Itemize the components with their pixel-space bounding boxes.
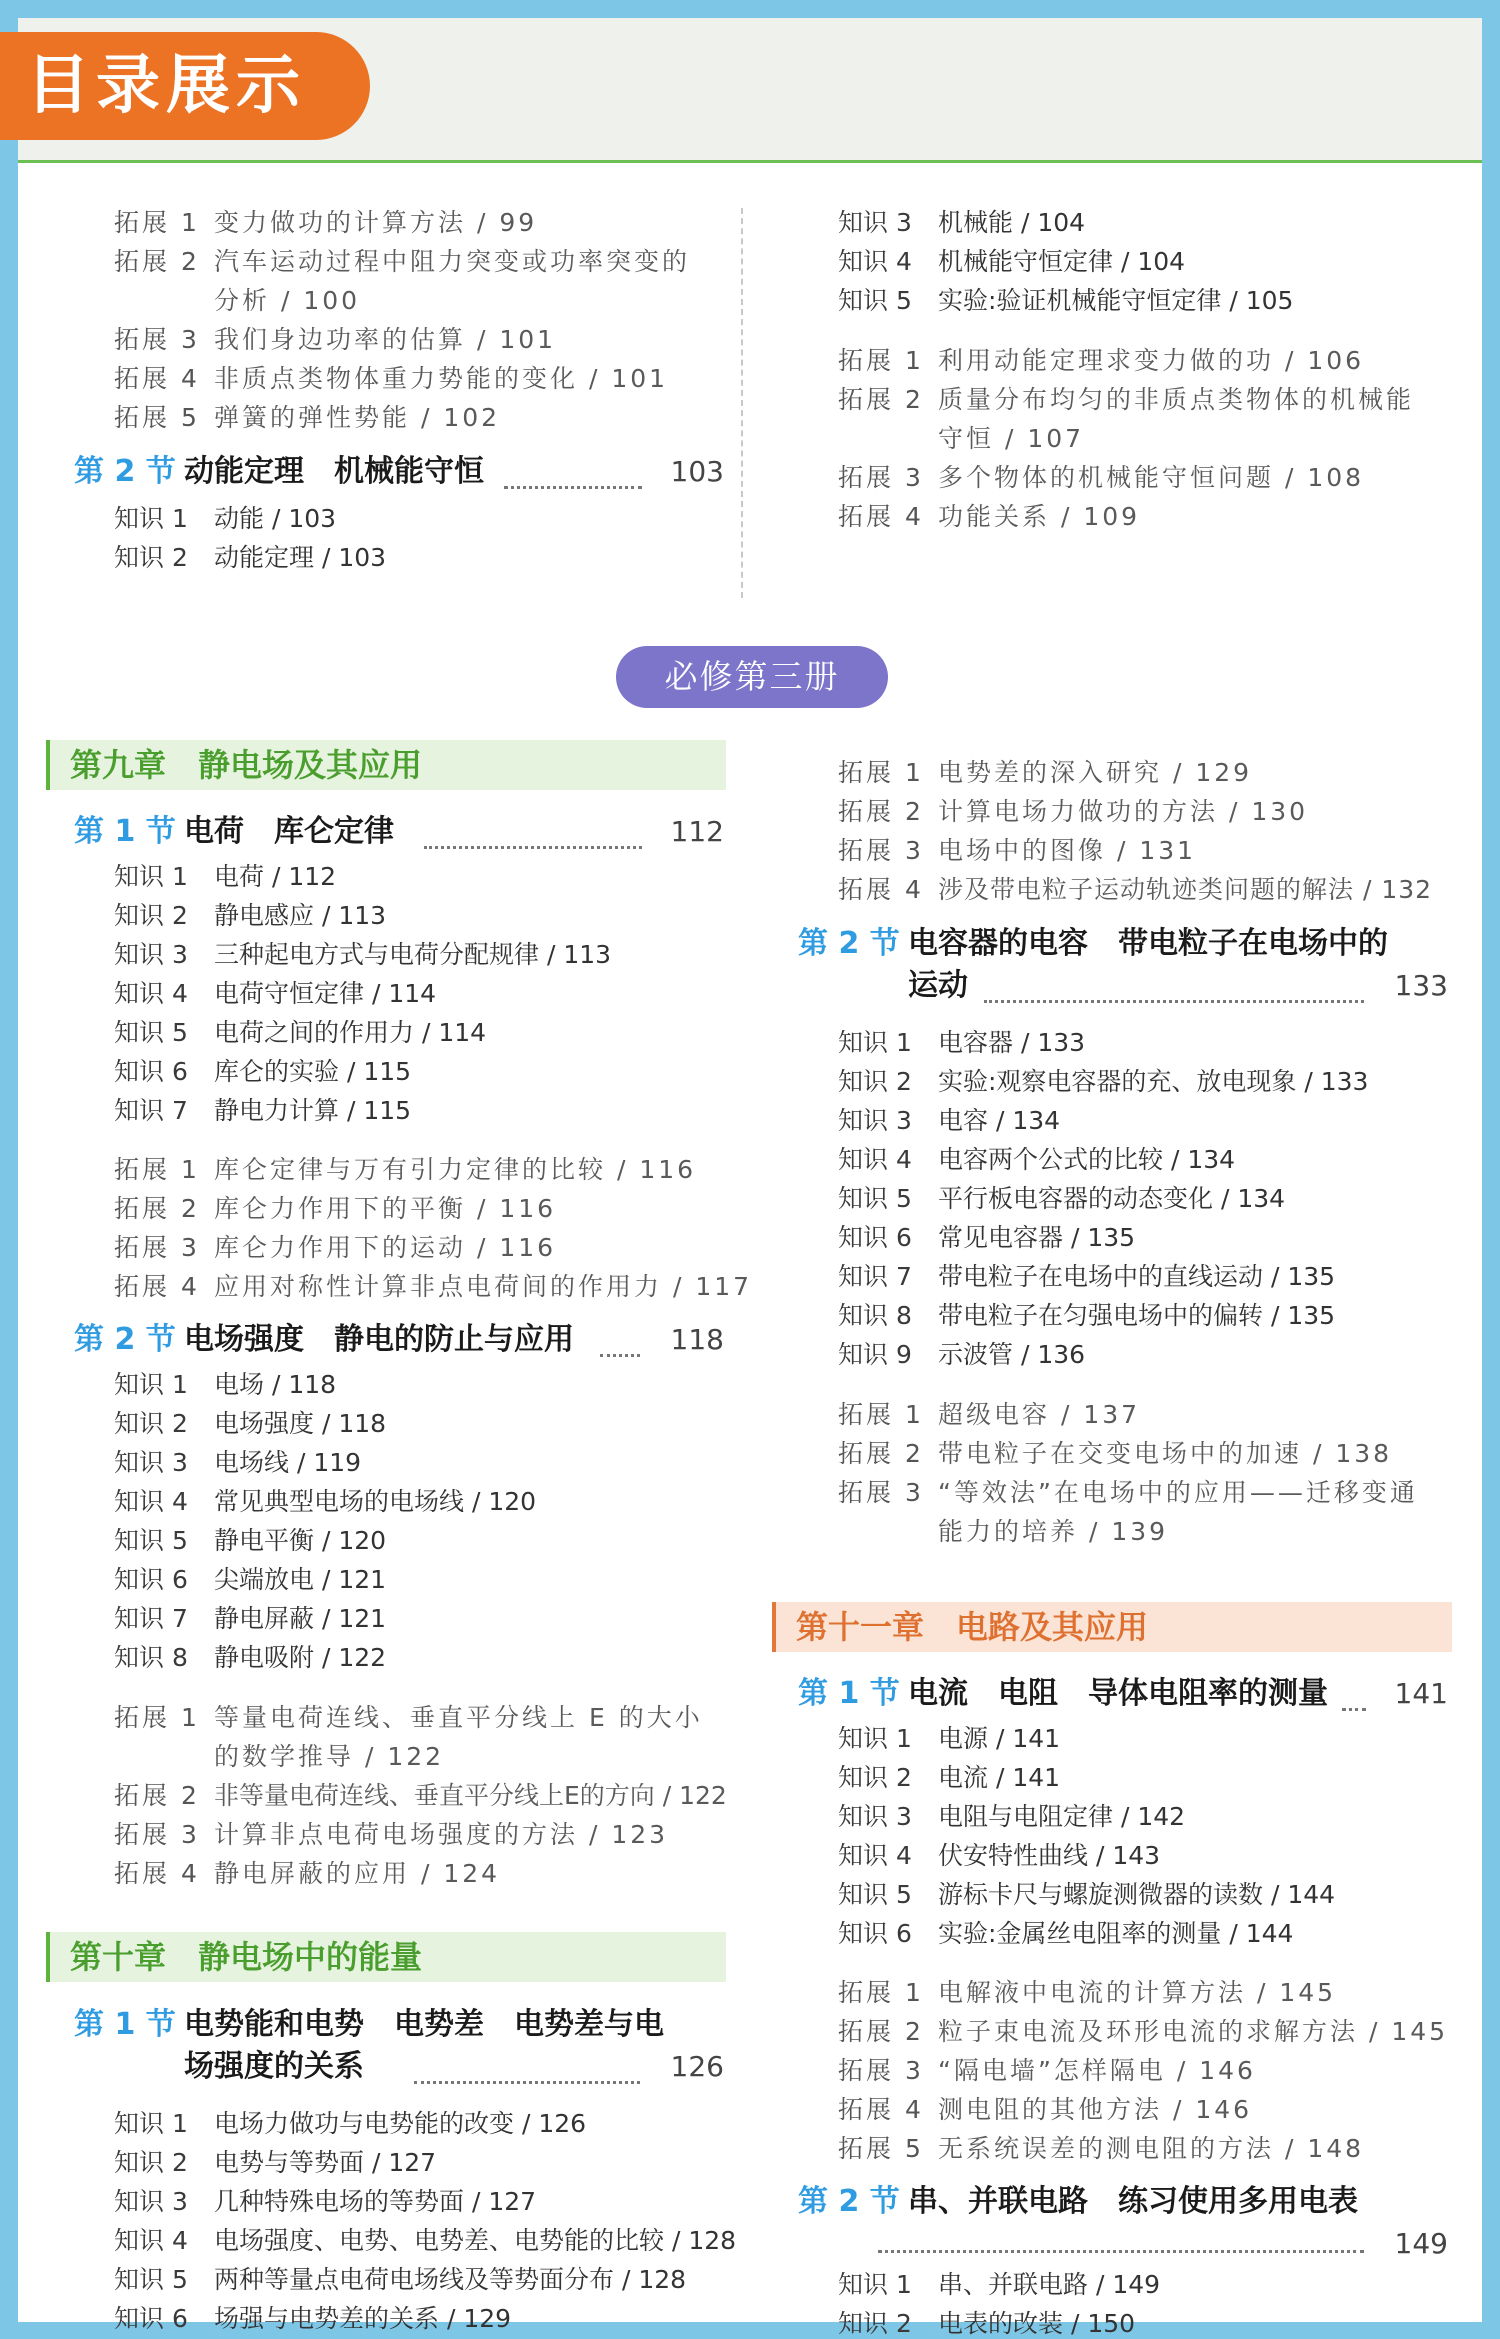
page-number: 133 [1394,969,1448,1002]
ext-item: 拓展 1 电解液中电流的计算方法 / 145 [838,1978,1337,2007]
knowledge-item: 知识 2 动能定理 / 103 [114,543,387,572]
knowledge-item: 知识 1 电源 / 141 [838,1724,1061,1753]
knowledge-item: 知识 8 带电粒子在匀强电场中的偏转 / 135 [838,1301,1336,1330]
knowledge-item: 知识 1 动能 / 103 [114,504,337,533]
knowledge-item: 知识 7 静电屏蔽 / 121 [114,1604,387,1633]
chapter-heading[interactable]: 第十一章 电路及其应用 [772,1602,1452,1652]
ext-item: 拓展 3 电场中的图像 / 131 [838,836,1197,865]
ext-item: 拓展 2 计算电场力做功的方法 / 130 [838,797,1309,826]
knowledge-item: 知识 5 两种等量点电荷电场线及等势面分布 / 128 [114,2265,687,2294]
knowledge-item: 知识 9 示波管 / 136 [838,1340,1086,1369]
knowledge-item: 知识 6 场强与电势差的关系 / 129 [114,2304,512,2333]
knowledge-item: 知识 4 电容两个公式的比较 / 134 [838,1145,1236,1174]
knowledge-item: 知识 4 机械能守恒定律 / 104 [838,247,1186,276]
section-heading[interactable]: 第 2 节 电场强度 静电的防止与应用 [74,1322,574,1357]
ext-item: 拓展 3 库仑力作用下的运动 / 116 [114,1233,557,1262]
page-number: 126 [670,2050,724,2083]
knowledge-item: 知识 6 实验:金属丝电阻率的测量 / 144 [838,1919,1294,1948]
leader-dots [504,486,642,489]
knowledge-item: 知识 5 电荷之间的作用力 / 114 [114,1018,487,1047]
knowledge-item: 知识 5 静电平衡 / 120 [114,1526,387,1555]
knowledge-item: 知识 8 静电吸附 / 122 [114,1643,387,1672]
ext-item: 拓展 1 利用动能定理求变力做的功 / 106 [838,346,1365,375]
ext-item: 拓展 5 弹簧的弹性势能 / 102 [114,403,501,432]
knowledge-item: 知识 4 常见典型电场的电场线 / 120 [114,1487,537,1516]
knowledge-item: 知识 1 串、并联电路 / 149 [838,2270,1161,2299]
knowledge-item: 知识 2 电表的改装 / 150 [838,2309,1136,2338]
ext-item-continued: 能力的培养 / 139 [938,1517,1169,1546]
ext-item: 拓展 4 涉及带电粒子运动轨迹类问题的解法 / 132 [838,875,1433,904]
ext-item: 拓展 3 计算非点电荷电场强度的方法 / 123 [114,1820,669,1849]
ext-item: 拓展 5 无系统误差的测电阻的方法 / 148 [838,2134,1365,2163]
knowledge-item: 知识 2 电势与等势面 / 127 [114,2148,437,2177]
leader-dots [414,2081,640,2084]
knowledge-item: 知识 3 电容 / 134 [838,1106,1061,1135]
section-heading[interactable]: 第 1 节 电势能和电势 电势差 电势差与电 [74,2007,664,2042]
knowledge-item: 知识 3 电阻与电阻定律 / 142 [838,1802,1186,1831]
section-heading[interactable]: 第 2 节 串、并联电路 练习使用多用电表 [798,2184,1358,2219]
section-heading[interactable]: 第 2 节 电容器的电容 带电粒子在电场中的 [798,926,1388,961]
leader-dots [878,2250,1364,2253]
knowledge-item: 知识 6 库仑的实验 / 115 [114,1057,412,1086]
page-title: 目录展示 [26,49,306,123]
ext-item: 拓展 1 电势差的深入研究 / 129 [838,758,1253,787]
title-bar [18,18,1482,163]
knowledge-item: 知识 2 电场强度 / 118 [114,1409,387,1438]
knowledge-item: 知识 4 电荷守恒定律 / 114 [114,979,437,1008]
volume-badge: 必修第三册 [616,646,888,708]
page-number: 118 [670,1323,724,1356]
leader-dots [424,846,642,849]
ext-item: 拓展 1 变力做功的计算方法 / 99 [114,208,538,237]
knowledge-item: 知识 4 伏安特性曲线 / 143 [838,1841,1161,1870]
ext-item: 拓展 2 非等量电荷连线、垂直平分线上E的方向 / 122 [114,1781,727,1810]
chapter-heading[interactable]: 第十章 静电场中的能量 [46,1932,726,1982]
ext-item: 拓展 2 粒子束电流及环形电流的求解方法 / 145 [838,2017,1449,2046]
knowledge-item: 知识 6 尖端放电 / 121 [114,1565,387,1594]
ext-item: 拓展 1 超级电容 / 137 [838,1400,1141,1429]
knowledge-item: 知识 2 电流 / 141 [838,1763,1061,1792]
ext-item-continued: 守恒 / 107 [938,424,1085,453]
knowledge-item: 知识 6 常见电容器 / 135 [838,1223,1136,1252]
page-number: 112 [670,815,724,848]
ext-item: 拓展 2 质量分布均匀的非质点类物体的机械能 [838,385,1415,414]
knowledge-item: 知识 3 三种起电方式与电荷分配规律 / 113 [114,940,612,969]
section-heading-continued[interactable]: 运动 [908,968,968,1003]
column-divider [741,208,743,598]
ext-item-continued: 分析 / 100 [214,286,361,315]
knowledge-item: 知识 3 电场线 / 119 [114,1448,362,1477]
section-heading[interactable]: 第 2 节 动能定理 机械能守恒 [74,454,484,489]
knowledge-item: 知识 2 实验:观察电容器的充、放电现象 / 133 [838,1067,1369,1096]
knowledge-item: 知识 4 电场强度、电势、电势差、电势能的比较 / 128 [114,2226,737,2255]
knowledge-item: 知识 3 机械能 / 104 [838,208,1086,237]
page-number: 149 [1394,2227,1448,2260]
ext-item: 拓展 4 非质点类物体重力势能的变化 / 101 [114,364,669,393]
page-number: 103 [670,455,724,488]
toc-sheet [18,18,1482,2338]
ext-item: 拓展 4 功能关系 / 109 [838,502,1141,531]
section-heading[interactable]: 第 1 节 电荷 库仑定律 [74,814,394,849]
leader-dots [600,1354,640,1357]
section-heading[interactable]: 第 1 节 电流 电阻 导体电阻率的测量 [798,1676,1328,1711]
knowledge-item: 知识 5 实验:验证机械能守恒定律 / 105 [838,286,1294,315]
ext-item: 拓展 3 “隔电墙”怎样隔电 / 146 [838,2056,1256,2085]
knowledge-item: 知识 1 电场 / 118 [114,1370,337,1399]
knowledge-item: 知识 5 游标卡尺与螺旋测微器的读数 / 144 [838,1880,1336,1909]
leader-dots [1342,1708,1366,1711]
knowledge-item: 知识 1 电场力做功与电势能的改变 / 126 [114,2109,587,2138]
ext-item: 拓展 4 应用对称性计算非点电荷间的作用力 / 117 [114,1272,753,1301]
title-tab [0,32,370,140]
ext-item: 拓展 2 库仑力作用下的平衡 / 116 [114,1194,557,1223]
ext-item: 拓展 3 “等效法”在电场中的应用——迁移变通 [838,1478,1418,1507]
ext-item: 拓展 1 等量电荷连线、垂直平分线上 E 的大小 [114,1703,703,1732]
leader-dots [984,1000,1364,1003]
ext-item-continued: 的数学推导 / 122 [214,1742,445,1771]
knowledge-item: 知识 5 平行板电容器的动态变化 / 134 [838,1184,1286,1213]
chapter-heading[interactable]: 第九章 静电场及其应用 [46,740,726,790]
section-heading-continued[interactable]: 场强度的关系 [184,2049,364,2084]
knowledge-item: 知识 7 带电粒子在电场中的直线运动 / 135 [838,1262,1336,1291]
knowledge-item: 知识 3 几种特殊电场的等势面 / 127 [114,2187,537,2216]
ext-item: 拓展 3 我们身边功率的估算 / 101 [114,325,557,354]
ext-item: 拓展 2 汽车运动过程中阻力突变或功率突变的 [114,247,691,276]
ext-item: 拓展 3 多个物体的机械能守恒问题 / 108 [838,463,1365,492]
page-number: 141 [1394,1677,1448,1710]
knowledge-item: 知识 1 电容器 / 133 [838,1028,1086,1057]
ext-item: 拓展 4 测电阻的其他方法 / 146 [838,2095,1253,2124]
ext-item: 拓展 1 库仑定律与万有引力定律的比较 / 116 [114,1155,697,1184]
knowledge-item: 知识 2 静电感应 / 113 [114,901,387,930]
knowledge-item: 知识 7 静电力计算 / 115 [114,1096,412,1125]
knowledge-item: 知识 1 电荷 / 112 [114,862,337,891]
ext-item: 拓展 2 带电粒子在交变电场中的加速 / 138 [838,1439,1393,1468]
ext-item: 拓展 4 静电屏蔽的应用 / 124 [114,1859,501,1888]
